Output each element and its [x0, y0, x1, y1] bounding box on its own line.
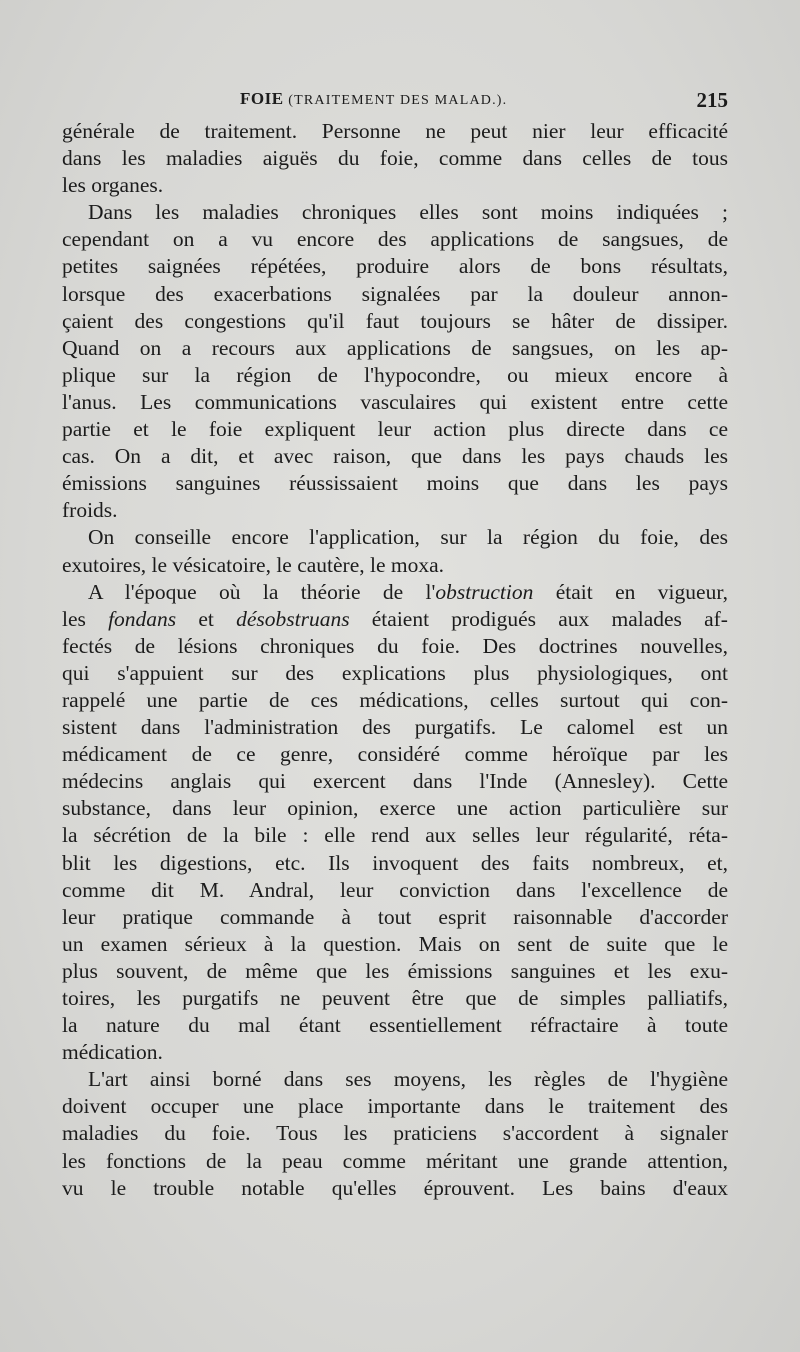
italic-term: fondans [108, 606, 177, 631]
text-line: émissions sanguines réussissaient moins que dans les pays [62, 471, 728, 496]
text-line: doivent occuper une place importante dans le traitement des [62, 1094, 728, 1119]
text-line: les fonctions de la peau comme méritant une grande attention, [62, 1148, 728, 1173]
text-line: plus souvent, de même que les émissions sanguines et les exu- [62, 958, 728, 983]
text-line: médicament de ce genre, considéré comme héroïque par les [62, 742, 728, 767]
text-line: çaient des congestions qu'il faut toujours se hâter de dissiper. [62, 308, 728, 333]
text-line: fectés de lésions chroniques du foie. Des doctrines nouvelles, [62, 633, 728, 658]
text-line: rappelé une partie de ces médications, celles surtout qui con- [62, 687, 728, 712]
text-line: dans les maladies aiguës du foie, comme dans celles de tous [62, 146, 728, 171]
page-number: 215 [696, 88, 728, 112]
running-head-title: FOIE [240, 89, 284, 108]
text-line: comme dit M. Andral, leur conviction dans l'excellence de [62, 877, 728, 902]
text-line: leur pratique commande à tout esprit raisonnable d'accorder [62, 904, 728, 929]
text-line: cas. On a dit, et avec raison, que dans les pays chauds les [62, 444, 728, 469]
text-line: un examen sérieux à la question. Mais on sent de suite que le [62, 931, 728, 956]
text-line: les organes. [62, 173, 164, 198]
page-header [62, 88, 728, 118]
text-line: Dans les maladies chroniques elles sont moins indiquées ; [88, 200, 728, 225]
text-line: On conseille encore l'application, sur la région du foie, des [88, 525, 728, 550]
text-line: blit les digestions, etc. Ils invoquent des faits nombreux, et, [62, 850, 728, 875]
text-line: substance, dans leur opinion, exerce une action particulière sur [62, 796, 728, 821]
text-line: partie et le foie expliquent leur action plus directe dans ce [62, 417, 728, 442]
italic-term: désobstruans [236, 606, 350, 631]
text-line: L'art ainsi borné dans ses moyens, les règles de l'hygiène [88, 1067, 728, 1092]
text-line: médecins anglais qui exercent dans l'Inde (Annesley). Cette [62, 769, 728, 794]
text-line: cependant on a vu encore des applications de sangsues, de [62, 227, 728, 252]
text-line: la sécrétion de la bile : elle rend aux selles leur régularité, réta- [62, 823, 728, 848]
text-line: les fondans et désobstruans étaient prodigués aux malades af- [62, 606, 728, 631]
text-line: froids. [62, 498, 118, 523]
text-line: exutoires, le vésicatoire, le cautère, le moxa. [62, 552, 445, 577]
text-line: petites saignées répétées, produire alors de bons résultats, [62, 254, 728, 279]
text-line: maladies du foie. Tous les praticiens s'accordent à signaler [62, 1121, 728, 1146]
text-line: vu le trouble notable qu'elles éprouvent. Les bains d'eaux [62, 1175, 728, 1200]
text-line: l'anus. Les communications vasculaires qui existent entre cette [62, 389, 728, 414]
text-line: sistent dans l'administration des purgatifs. Le calomel est un [62, 715, 728, 740]
text-line: la nature du mal étant essentiellement réfractaire à toute [62, 1013, 728, 1038]
body-text [62, 118, 728, 1202]
text-line: générale de traitement. Personne ne peut nier leur efficacité [62, 119, 728, 143]
text-line: Quand on a recours aux applications de sangsues, on les ap- [62, 335, 728, 360]
text-line: toires, les purgatifs ne peuvent être que de simples palliatifs, [62, 986, 728, 1010]
running-head [240, 88, 507, 110]
text-line: A l'époque où la théorie de l'obstruction était en vigueur, [88, 579, 728, 604]
text-line: médication. [62, 1040, 163, 1065]
text-line: lorsque des exacerbations signalées par la douleur annon- [62, 281, 728, 306]
italic-term: obstruction [435, 579, 534, 604]
text-line: plique sur la région de l'hypocondre, ou mieux encore à [62, 362, 728, 387]
running-head-subtitle: (TRAITEMENT DES MALAD.). [283, 93, 508, 108]
text-line: qui s'appuient sur des explications plus physiologiques, ont [62, 660, 728, 685]
